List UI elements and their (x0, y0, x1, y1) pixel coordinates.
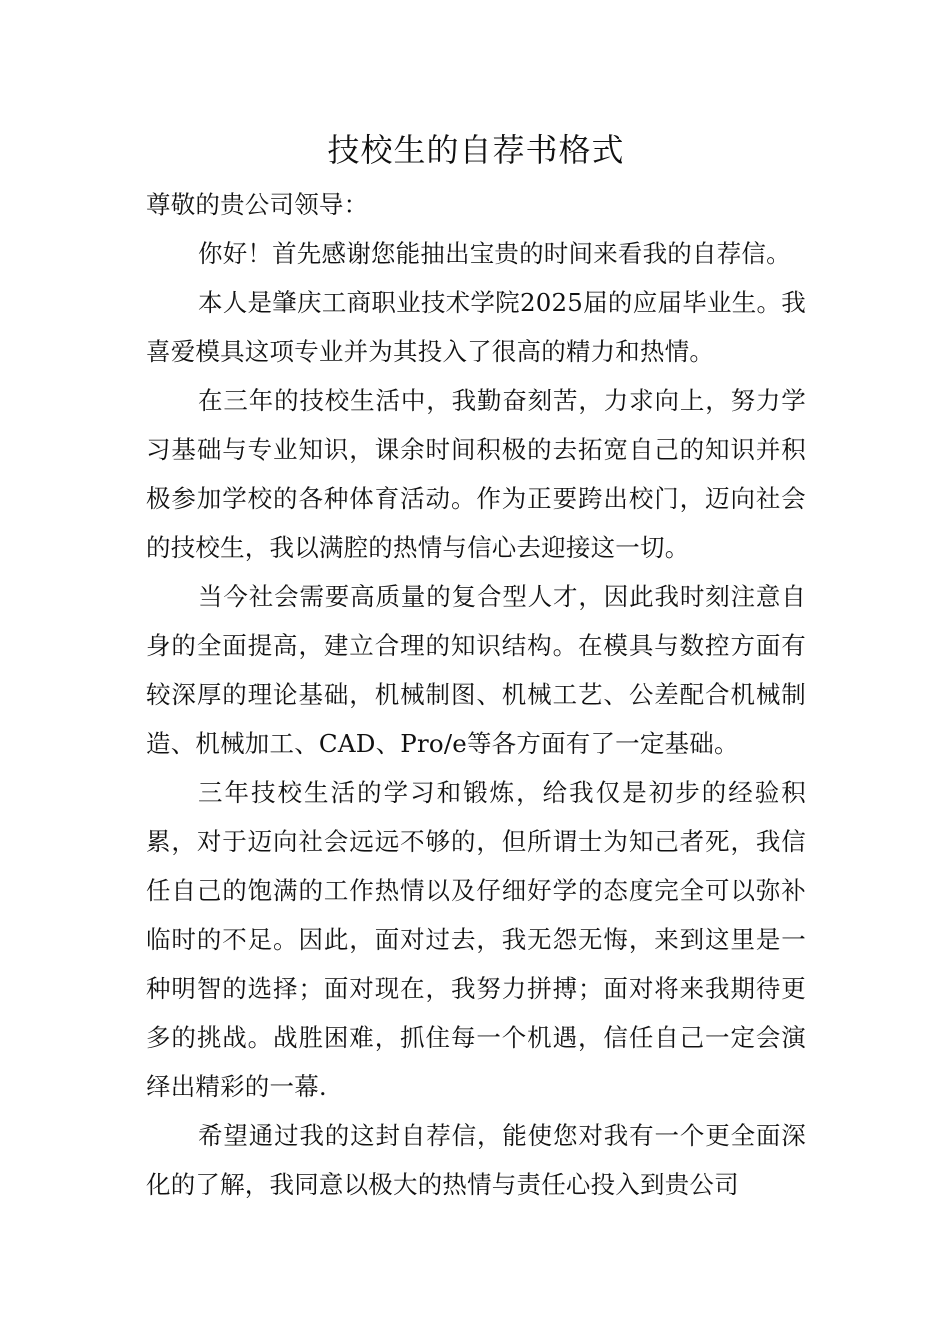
paragraph-greeting: 你好！首先感谢您能抽出宝贵的时间来看我的自荐信。 (198, 239, 791, 268)
salutation: 尊敬的贵公司领导： (146, 190, 369, 219)
document-title: 技校生的自荐书格式 (327, 131, 625, 169)
paragraph-experience: 三年技校生活的学习和锻炼，给我仅是初步的经验积累，对于迈向社会远远不够的，但所谓士为知己者死，我信任自己的饱满的工作热情以及仔细好学的态度完全可以弥补临时的不足。因此，面对过去，我无怨无悔，来到这里是一种明智的选择；面对现在，我努力拼搏；面对将来我期待更多的挑战。战胜困难，抓住每一个机遇，信任自己一定会演绎出精彩的一幕. (146, 778, 806, 1101)
document-page (146, 0, 806, 1344)
letter-body (146, 180, 806, 1209)
paragraph-school-life: 在三年的技校生活中，我勤奋刻苦，力求向上，努力学习基础与专业知识，课余时间积极的去拓宽自己的知识并积极参加学校的各种体育活动。作为正要跨出校门，迈向社会的技校生，我以满腔的热情与信心去迎接这一切。 (146, 386, 806, 562)
paragraph-skills: 当今社会需要高质量的复合型人才，因此我时刻注意自身的全面提高，建立合理的知识结构。在模具与数控方面有较深厚的理论基础，机械制图、机械工艺、公差配合机械制造、机械加工、CAD、Pro/e等各方面有了一定基础。 (146, 582, 806, 758)
paragraph-introduction: 本人是肇庆工商职业技术学院2025届的应届毕业生。我喜爱模具这项专业并为其投入了很高的精力和热情。 (146, 288, 806, 366)
paragraph-closing: 希望通过我的这封自荐信，能使您对我有一个更全面深化的了解，我同意以极大的热情与责任心投入到贵公司 (146, 1121, 806, 1199)
